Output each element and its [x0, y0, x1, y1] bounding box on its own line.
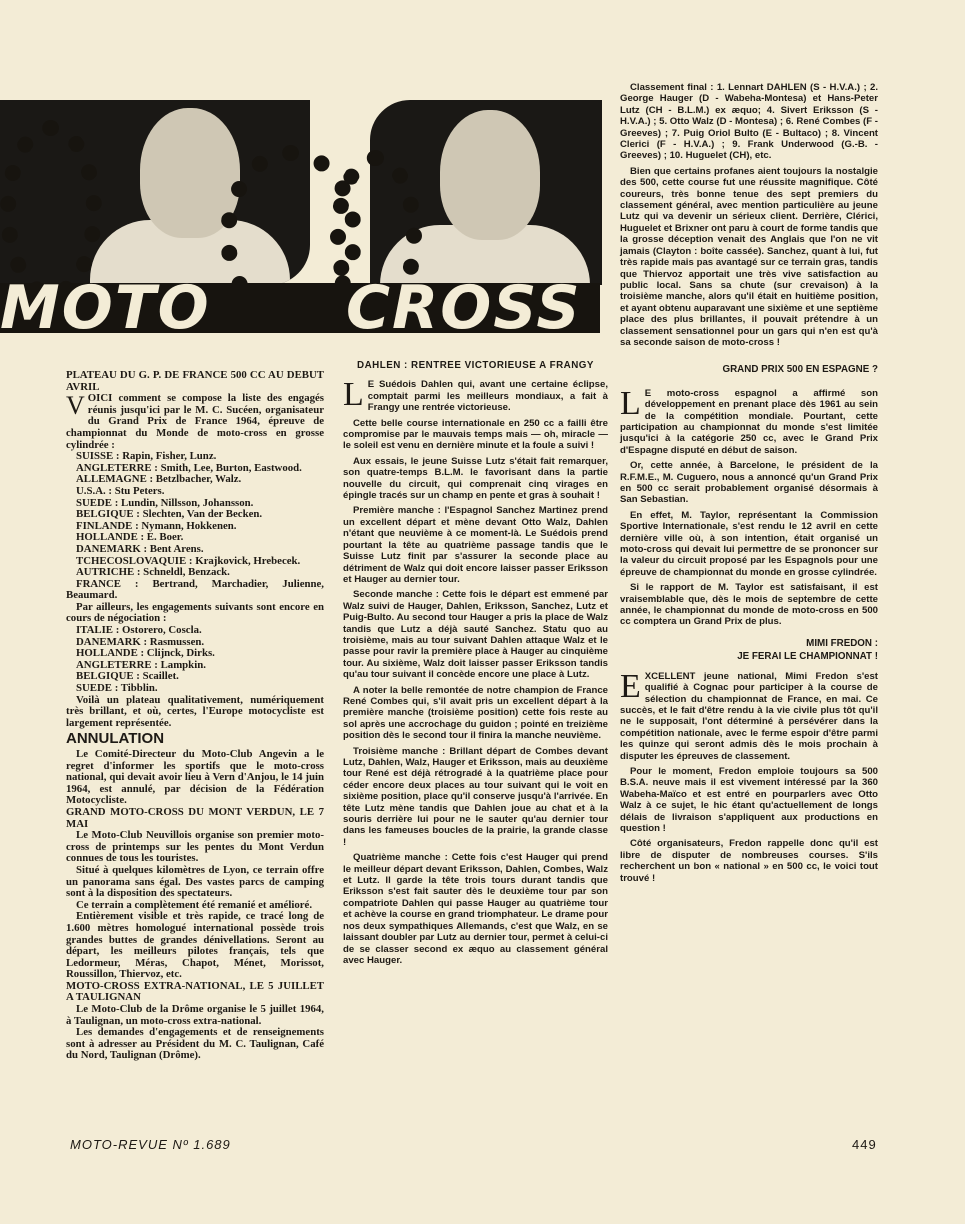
taulignan-text: Les demandes d'engagements et de renseignements sont à adresser au Président du M. C. Taulignan, Café du Nord, Taulignan (Drôme). — [66, 1026, 324, 1062]
paragraph: Or, cette année, à Barcelone, le président de la R.F.M.E., M. Cuguero, nous a annoncé qu'un Grand Prix en 500 cc serait probablement organisé désormais à San Sebastian. — [620, 460, 878, 506]
list-item: BELGIQUE : Slechten, Van der Becken. — [76, 508, 263, 521]
title-moto: MOTO — [0, 273, 211, 343]
paragraph: Bien que certains profanes aient toujours la nostalgie des 500, cette course fut une réussite magnifique. Côté coureurs, très bonne tenue des sept premiers du classement général, avec mention particulière au jeune Lutz qui va devenir un sérieux client. Derrière, Clérici, Huguelet et Brixner ont paru à court de forme tandis que la grosse déception venait des Anglais que l'on ne vit jamais (Clayton : boîte cassée). Sanchez, quant à lui, fut très rapide mais pas avantagé sur ce terrain gras, tandis que Thiervoz apportait une très vive satisfaction au public local. Sans sa chute (sur crevaison) à la troisième manche, alors qu'il était en huitième position, et ayant obtenu auparavant une sixième et une septième place des plus brillantes, il pouvait prétendre à un classement sensationnel pour un gars qui n'en est qu'à sa seconde saison de moto-cross ! — [620, 165, 879, 348]
espagne-intro: L E moto-cross espagnol a affirmé son développement en prenant place dès 1961 au sein de la compétition mondiale. Pourtant, cette participation au championnat du monde s'est limitée jusqu'ici à la catégorie 250 cc, avec le Grand Prix d'Espagne disputé en début de saison. — [620, 384, 878, 456]
paragraph: Aux essais, le jeune Suisse Lutz s'était fait remarquer, son quatre-temps B.L.M. le favorisant dans la partie nouvelle du circuit, qui comprenait cinq virages en épingle tracés sur un champ en pente et gras à souhait ! — [343, 455, 608, 502]
footer-magazine-issue: MOTO-REVUE Nº 1.689 — [70, 1137, 231, 1152]
list-item: HOLLANDE : E. Boer. — [76, 531, 184, 544]
column-right — [620, 82, 878, 888]
paragraph: Première manche : l'Espagnol Sanchez Martinez prend un excellent départ et mène devant Otto Walz, Dahlen n'étant que neuvième à ce moment-là. Le Suédois prend pourtant la tête au quatrième passage tandis que le Suisse Lutz finit par s'assurer la seconde place au détriment de Walz qui doit encore laisser passer Eriksson et Hauger au dernier tour. — [343, 505, 608, 585]
entries-list-2 — [66, 625, 324, 695]
column-middle — [343, 360, 608, 970]
list-item: ITALIE : Ostorero, Coscla. — [76, 624, 202, 637]
drop-cap: L — [620, 384, 641, 422]
list-item: SUEDE : Lundin, Nillsson, Johansson. — [76, 496, 254, 509]
paragraph: Côté organisateurs, Fredon rappelle donc qu'il est libre de disputer de nombreuses courses. S'ils recherchent un bon « national » en 500 cc, le voici tout trouvé ! — [620, 838, 878, 884]
title-cross: CROSS — [346, 273, 582, 343]
drop-cap: V — [66, 391, 85, 421]
negotiation-text: Par ailleurs, les engagements suivants sont encore en cours de négociation : — [66, 600, 324, 625]
paragraph: Si le rapport de M. Taylor est satisfaisant, il est vraisemblable que, dès le mois de septembre de cette année, le championnat du monde de moto-cross en 500 cc comptera un Grand Prix de plus. — [620, 582, 878, 628]
paragraph: Cette belle course internationale en 250 cc a failli être compromise par le mauvais temps mais — oh, miracle — le soleil est venu en dernière minute et la foule a suivi ! — [343, 417, 608, 452]
espagne-heading: GRAND PRIX 500 EN ESPAGNE ? — [722, 364, 878, 376]
paragraph: Seconde manche : Cette fois le départ est emmené par Walz suivi de Hauger, Dahlen, Eriksson, Sanchez, Lutz et Puig-Bulto. Au second tour Hauger a pris la place de Walz tandis que Lutz a déjà sauté Sanchez. Statu quo au troisième, mais au tour suivant Dahlen attaque Walz et le passe pour ravir la première place à Hauger au cinquième tour. Au sixième, Walz doit laisser passer Eriksson tandis qu'au tour suivant il concède encore une place à Lutz. — [343, 589, 608, 681]
fredon-intro: E XCELLENT jeune national, Mimi Fredon s'est qualifié à Cognac pour participer à la course de sélection du championnat de France, en mai. Ce succès, et le fait d'être rendu à la vie civile plus tôt qu'il ne le supposait, l'ont déterminé à persévérer dans la compétition nationale, avec le ferme espoir d'être parmi les quinze qui seront admis dès le mois prochain à disputer les épreuves de classement. — [620, 667, 878, 762]
list-item: BELGIQUE : Scaillet. — [76, 670, 179, 683]
paragraph: Pour le moment, Fredon emploie toujours sa 500 B.S.A. neuve mais il est vivement intéressé par la 360 Wabeha-Maïco et est entré en pourparlers avec Otto Walz à ce sujet, le hic étant qu'actuellement de longs délais de livraison s'appliquent aux productions en question ! — [620, 765, 878, 834]
fredon-heading: MIMI FREDON : — [806, 637, 878, 649]
final-classification: Classement final : 1. Lennart DAHLEN (S - H.V.A.) ; 2. George Hauger (D - Wabeha-Montesa) et Hans-Peter Lutz (CH - B.L.M.) ex æquo; 4. Sivert Eriksson (S - H.V.A.) ; 5. Otto Walz (D - Montesa) ; 6. René Combes (F - Greeves) ; 7. Puig Oriol Bulto (E - Bultaco) ; 8. Vincent Clerici (F - H.V.A.) ; 9. Frank Underwood (G.-B. - Greeves) ; 10. Huguelet (CH), etc. — [620, 82, 878, 162]
dahlen-intro: L E Suédois Dahlen qui, avant une certaine éclipse, comptait parmi les meilleurs mondiaux, a fait à Frangy une rentrée victorieuse. — [343, 376, 608, 414]
taulignan-text: Le Moto-Club de la Drôme organise le 5 juillet 1964, à Taulignan, un moto-cross extra-national. — [66, 1003, 324, 1027]
drop-cap: E — [620, 667, 641, 705]
list-item: ALLEMAGNE : Betzlbacher, Walz. — [76, 473, 242, 486]
paragraph: En effet, M. Taylor, représentant la Commission Sportive Internationale, s'est rendu le 12 avril en cette dernière ville où, à son intention, était organisé un moto-cross qui devait lui permettre de se prononcer sur la valeur du circuit proposé par les Espagnols pour une épreuve de championnat du monde en grosse cylindrée. — [620, 509, 878, 578]
verdun-text: Le Moto-Club Neuvillois organise son premier moto-cross de printemps sur les pentes du Mont Verdun connues de tous les touristes. — [66, 829, 324, 865]
list-item: AUTRICHE : Schneldl, Benzack. — [76, 566, 230, 579]
fredon-subheading: JE FERAI LE CHAMPIONNAT ! — [737, 651, 878, 663]
verdun-heading: GRAND MOTO-CROSS DU MONT VERDUN, LE 7 MAI — [66, 805, 324, 830]
annulation-heading: ANNULATION — [66, 730, 165, 748]
list-item: ANGLETERRE : Lampkin. — [76, 658, 206, 671]
annulation-text: Le Comité-Directeur du Moto-Club Angevin a le regret d'informer les sportifs que le moto-cross national, qui devait avoir lieu à Vern d'Anjou, le 14 juin 1964, est annulé, par décision de la Fédération Motocycliste. — [66, 748, 324, 807]
paragraph: Quatrième manche : Cette fois c'est Hauger qui prend le meilleur départ devant Eriksson, Dahlen, Combes, Walz et Lutz. Il garde la tête trois tours durant tandis que Eriksson s'est fait sauter dès le deuxième tour par son compatriote Dahlen qui passe Hauger au quatrième tour et achève la course en grand triomphateur. Le drame pour nos deux sympathiques Allemands, c'est que Walz, en se laissant doubler par Lutz au dernier tour, permet à celui-ci de se classer second ex æquo au classement général avec Hauger. — [343, 852, 608, 966]
paragraph: Troisième manche : Brillant départ de Combes devant Lutz, Dahlen, Walz, Hauger et Eriksson, mais au deuxième tour René est déjà rétrogradé à la quatrième place pour céder encore deux places au tour suivant qui le voit en sixième position, place qu'il conserve jusqu'à l'arrivée. En tête Lutz mène tandis que Dahlen joue au chat et à la souris derrière lui pour ne le sauter qu'au dernier tour dans les fameuses boucles de la prairie, la grande classe ! — [343, 745, 608, 848]
plateau-heading: PLATEAU DU G. P. DE FRANCE 500 CC AU DEBUT AVRIL — [66, 369, 324, 393]
list-item: DANEMARK : Bent Arens. — [76, 542, 204, 555]
list-item: SUISSE : Rapin, Fisher, Lunz. — [76, 450, 217, 463]
taulignan-heading: MOTO-CROSS EXTRA-NATIONAL, LE 5 JUILLET A TAULIGNAN — [66, 979, 324, 1004]
drop-cap: L — [343, 376, 364, 414]
plateau-conclusion: Voilà un plateau qualitativement, numériquement très brillant, et où, certes, l'Europe motocycliste est largement représentée. — [66, 693, 324, 729]
list-item: ANGLETERRE : Smith, Lee, Burton, Eastwood. — [76, 461, 302, 474]
entries-list — [66, 451, 324, 602]
paragraph: A noter la belle remontée de notre champion de France René Combes qui, s'il avait pris un excellent départ à la première manche (troisième position) cette fois reste au sol après une accrochage du guidon ; pointé en treizième position dès le second tour il finira la manche neuvième. — [343, 684, 608, 742]
list-item: FINLANDE : Nymann, Hokkenen. — [76, 519, 237, 532]
verdun-text: Situé à quelques kilomètres de Lyon, ce terrain offre un panorama sans égal. Des vastes parcs de camping sont à la disposition des spectateurs. — [66, 863, 324, 900]
dahlen-heading: DAHLEN : RENTREE VICTORIEUSE A FRANGY — [357, 360, 594, 371]
page-number: 449 — [852, 1137, 877, 1152]
list-item: TCHECOSLOVAQUIE : Krajkovick, Hrebecek. — [76, 554, 301, 567]
plateau-intro: V OICI comment se compose la liste des engagés réunis jusqu'ici par le M. C. Sucéen, organisateur du Grand Prix de France 1964, épreuve de championnat du Monde de moto-cross en grosse cylindrée : — [66, 391, 324, 451]
verdun-text: Entièrement visible et très rapide, ce tracé long de 1.600 mètres homologué international possède trois grandes buttes de grandes dénivellations. Seront au départ, les meilleurs pilotes français, tels que Ledormeur, Méras, Chapot, Ménet, Morissot, Roussillon, Thiervoz, etc. — [66, 910, 324, 981]
column-left — [66, 370, 324, 1062]
list-item: DANEMARK : Rasmussen. — [76, 635, 205, 648]
list-item: FRANCE : Bertrand, Marchadier, Julienne, Beaumard. — [66, 577, 324, 602]
list-item: HOLLANDE : Clijnck, Dirks. — [76, 647, 215, 660]
list-item: SUEDE : Tibblin. — [76, 682, 158, 695]
list-item: U.S.A. : Stu Peters. — [76, 484, 165, 497]
verdun-text: Ce terrain a complètement été remanié et amélioré. — [76, 898, 313, 911]
